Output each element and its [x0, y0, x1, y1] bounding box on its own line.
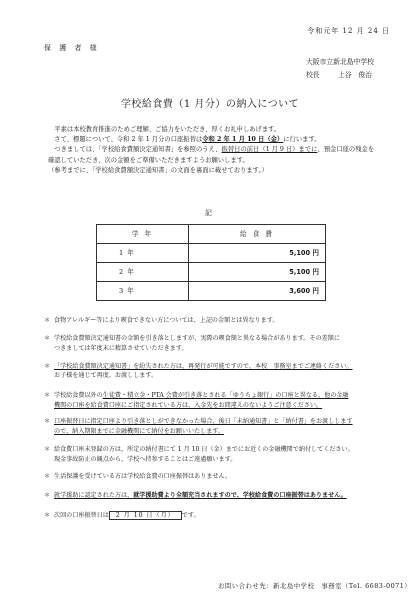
intro-text-2c: に行います。	[283, 136, 321, 144]
note-text-part: 就学援助に認定された方は、	[54, 492, 134, 500]
document-title: 学校給食費（1 月分）の納入について	[120, 99, 300, 110]
note-marker: ＊	[44, 418, 51, 426]
note-marker: ＊	[44, 362, 51, 370]
note-text: お子様を通じて再度、お渡しします。	[54, 372, 158, 380]
note-text	[54, 511, 414, 521]
note-text: 学校給食費額決定通知書の金額を引き落としますが、実際の喫食額と異なる場合があります。その差額に	[54, 334, 340, 342]
table-row	[97, 263, 326, 282]
intro-text-3c: 、預金口座の残金を	[317, 146, 375, 154]
intro-line-2	[48, 135, 374, 145]
contact-footer: お問い合わせ先：新北島中学校 事務室（Tel. 6683-0071）	[218, 582, 412, 590]
intro-line-1	[48, 125, 374, 135]
debit-date-highlight: 令和 2 年 1 月 10 日（金）	[202, 136, 284, 144]
note-next-debit	[44, 511, 414, 521]
intro-text-1: 平素は本校教育推進のためご理解、ご協力をいただき、厚くお礼申しあげます。	[54, 126, 281, 133]
note-text: 生活保護を受けている方は学校給食費の口座振替はありません。	[54, 473, 232, 481]
note-text: 現金事故防止の観点から、学校へ持参することはご遠慮願います。	[54, 455, 237, 463]
note-settlement	[44, 334, 414, 354]
note-marker: ＊	[44, 334, 51, 342]
intro-line-3	[48, 145, 374, 155]
note-bold-part: 就学援助費より全額充当されますので、学校給食費の口座振替はありません。	[133, 492, 347, 500]
note-unpaid	[44, 417, 414, 437]
fee-cell: 5,100 円	[189, 244, 326, 263]
school-name: 大阪市立新北島中学校	[306, 58, 374, 66]
principal-title: 校長	[306, 70, 320, 79]
note-text: 口座振替日に指定口座より引き落としができなかった場合、後日「未納通知書」と「納付書」をお渡しします	[54, 418, 353, 426]
note-marker: ＊	[44, 392, 51, 400]
note-text: 「学校給食費額決定通知書」を紛失された方は、再発行が可能ですので、本校 事務室までご連絡ください。	[54, 362, 353, 370]
note-school-aid	[44, 491, 414, 501]
table-row	[97, 244, 326, 263]
intro-paragraph	[48, 125, 374, 176]
intro-line-5: （参考までに、「学校給食費額決定通知書」の文面を裏面に載せております。）	[48, 166, 268, 174]
note-text-part: です。	[181, 512, 200, 520]
fee-header: 給 食 費	[189, 225, 326, 244]
grade-cell: 3 年	[97, 282, 189, 301]
note-allergy	[44, 316, 414, 326]
note-text	[54, 391, 414, 401]
fee-table	[96, 224, 326, 301]
note-marker: ＊	[44, 492, 51, 500]
recipient: 保 護 者 様	[44, 44, 100, 52]
note-bank-account	[44, 391, 414, 411]
table-row	[97, 282, 326, 301]
note-reissue	[44, 362, 414, 382]
grade-cell: 2 年	[97, 263, 189, 282]
note-marker: ＊	[44, 317, 51, 324]
note-marker: ＊	[44, 473, 51, 481]
grade-header: 学 年	[97, 225, 189, 244]
grade-cell: 1 年	[97, 244, 189, 263]
principal-line	[306, 69, 374, 82]
fee-cell: 3,600 円	[189, 282, 326, 301]
sender-block	[306, 56, 374, 82]
note-text: つきましては年度末に精算させていただきます。	[54, 344, 188, 352]
notes-list	[44, 316, 414, 529]
note-unregistered	[44, 445, 414, 465]
principal-name: 上谷 俊治	[337, 70, 372, 79]
document-date: 令和元年 12 月 24 日	[307, 27, 390, 35]
deadline-underline: 振替日の前日（1 月 9 日）までに	[221, 146, 318, 154]
note-text: 機関の口座を給食費口座にご指定されている方は、入金先をお間違えのないようご注意ください。	[54, 402, 323, 410]
fee-cell: 5,100 円	[189, 263, 326, 282]
ki-label: 記	[205, 209, 212, 217]
note-text-part: 学校給食費以外の	[54, 392, 103, 400]
next-debit-date-box: 2 月 10 日（月）	[109, 511, 182, 520]
intro-line-4: 確認していただき、次の金額をご準備いただきますようお願いします。	[48, 156, 249, 164]
note-welfare	[44, 472, 414, 482]
note-text: 食物アレルギー等により喫食できない方については、上記の金額とは異なります。	[54, 317, 279, 324]
intro-text-3a: つきましては、「学校給食費額決定通知書」を参照のうえ、	[54, 146, 222, 154]
note-text	[54, 491, 414, 501]
note-marker: ＊	[44, 512, 51, 520]
intro-text-2a: さて、標題について、令和 2 年 1 月分の口座振替は	[54, 136, 203, 144]
note-text: ので、納入期限までに金融機関にて納付をお願いいたします。	[54, 427, 225, 435]
note-text: 給食費口座未登録の方は、所定の納付書にて 1 月 10 日（金）までにお近くの金融機関で納付してください。	[54, 445, 354, 453]
note-marker: ＊	[44, 445, 51, 453]
note-text-part: 次回の口座振替日は	[54, 512, 109, 520]
fee-table-header	[97, 225, 326, 244]
note-underlined-part: 生徒費・積立金・PTA 会費が引き落とされる「ゆうちょ銀行」の口座と異なる、他の金融	[102, 392, 349, 400]
